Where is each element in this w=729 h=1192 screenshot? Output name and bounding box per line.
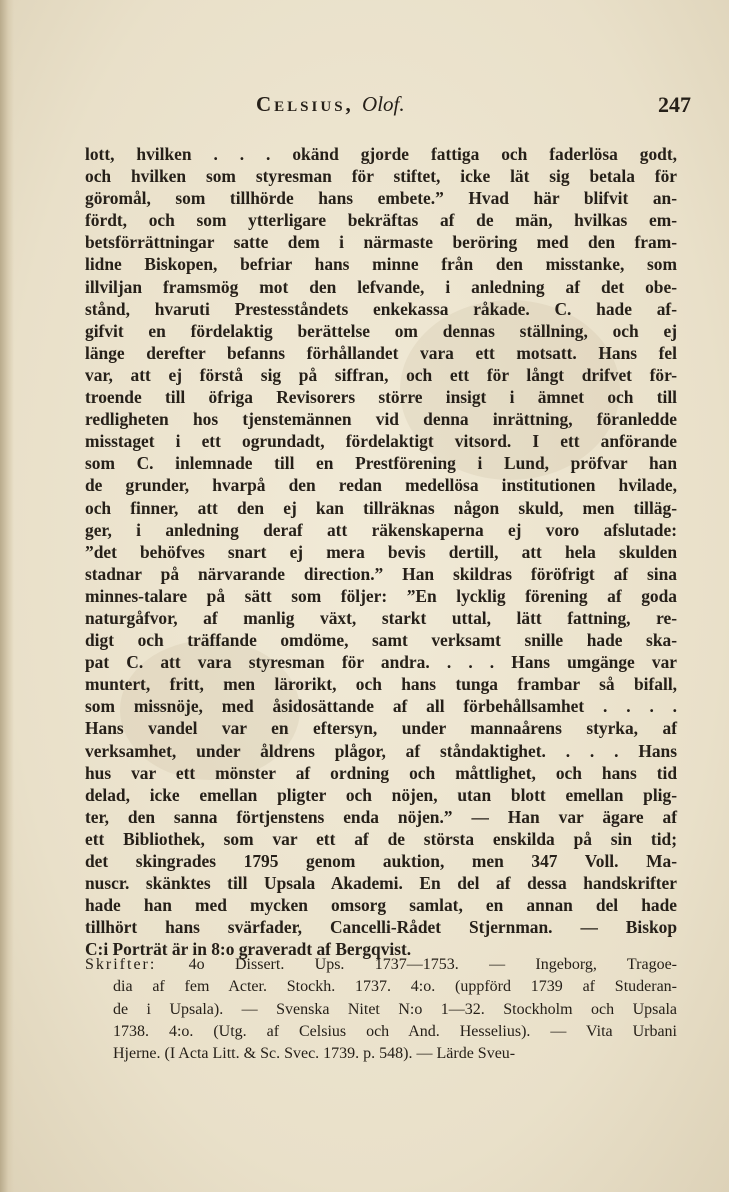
text-line: Hans vandel var en eftersyn, under mannaårens styrka, af xyxy=(85,718,677,739)
text-line: ger, i anledning deraf att räkenskaperna ej voro afslutade: xyxy=(85,519,677,540)
text-line: gifvit en fördelaktig berättelse om dennas ställning, och ej xyxy=(85,320,677,341)
reference-line: de i Upsala). — Svenska Nitet N:o 1—32. Stockholm och Upsala xyxy=(113,1000,677,1018)
running-head-given-name: Olof. xyxy=(362,92,405,116)
text-line: stadnar på närvarande direction.” Han skildras föröfrigt af sina xyxy=(85,563,677,584)
text-line: pat C. att vara styresman för andra. . . . Hans umgänge var xyxy=(85,652,677,673)
text-line: länge derefter befanns förhållandet vara ett motsatt. Hans fel xyxy=(85,342,677,363)
reference-line: Hjerne. (I Acta Litt. & Sc. Svec. 1739. p. 548). — Lärde Sveu- xyxy=(113,1045,516,1063)
text-line: fördt, och som ytterligare bekräftas af de män, hvilkas em- xyxy=(85,210,677,231)
main-text xyxy=(85,143,677,960)
text-line: C:i Porträt är in 8:o graveradt af Bergqvist. xyxy=(85,939,412,960)
text-line: naturgåfvor, af manlig växt, starkt uttal, lätt fattning, re- xyxy=(85,607,677,628)
text-line: göromål, som tillhörde hans embete.” Hvad här blifvit an- xyxy=(85,188,677,209)
text-line: de grunder, hvarpå den redan medellösa institutionen hvilade, xyxy=(85,475,677,496)
text-line: verksamhet, under åldrens plågor, af ståndaktighet. . . . Hans xyxy=(85,740,677,761)
text-line: var, att ej förstå sig på siffran, och ett för långt drifvet för- xyxy=(85,364,677,385)
text-line: muntert, fritt, men lärorikt, och hans tunga frambar så bifall, xyxy=(85,674,677,695)
text-line: lott, hvilken . . . okänd gjorde fattiga och faderlösa godt, xyxy=(85,144,677,164)
reference-line xyxy=(85,954,677,976)
text-line: tillhört hans svärfader, Cancelli-Rådet Stjernman. — Biskop xyxy=(85,917,677,938)
text-line: ter, den sanna förtjenstens enda nöjen.” — Han var ägare af xyxy=(85,806,677,827)
text-line: och finner, att den ej kan tillräknas någon skuld, men tilläg- xyxy=(85,497,677,518)
page-number: 247 xyxy=(658,92,691,117)
reference-line: 1738. 4:o. (Utg. af Celsius och And. Hesselius). — Vita Urbani xyxy=(113,1022,677,1040)
text-line: betsförrättningar satte dem i närmaste beröring med den fram- xyxy=(85,232,677,253)
page-header xyxy=(256,92,691,122)
references-section xyxy=(85,954,677,1065)
text-line: ett Bibliothek, som var ett af de största enskilda på sin tid; xyxy=(85,828,677,849)
page-binding-edge xyxy=(0,0,14,1192)
text-line: troende till öfriga Revisorers större insigt i ämnet och till xyxy=(85,387,677,408)
text-line: minnes-talare på sätt som följer: ”En lycklig förening af goda xyxy=(85,585,677,606)
text-line: och hvilken som styresman för stiftet, icke lät sig betala för xyxy=(85,166,677,187)
text-line: det skingrades 1795 genom auktion, men 347 Voll. Ma- xyxy=(85,851,677,871)
text-line: illviljan framsmög mot den lefvande, i anledning af det obe- xyxy=(85,276,677,297)
text-line: ”det behöfves snart ej mera bevis dertill, att hela skulden xyxy=(85,541,677,562)
text-line: nuscr. skänktes till Upsala Akademi. En del af dessa handskrifter xyxy=(85,873,677,894)
text-line: hade han med mycken omsorg samlat, en annan del hade xyxy=(85,895,677,916)
references-label: Skrifter: xyxy=(85,956,189,973)
text-line: stånd, hvaruti Prestesståndets enkekassa råkade. C. hade af- xyxy=(85,298,677,319)
running-head-surname: Celsius, xyxy=(256,92,354,116)
running-head xyxy=(256,92,405,117)
reference-line: dia af fem Acter. Stockh. 1737. 4:o. (uppförd 1739 af Studeran- xyxy=(113,978,677,996)
text-line: som missnöje, med åsidosättande af all förbehållsamhet . . . . xyxy=(85,696,677,717)
text-line: digt och träffande omdöme, samt verksamt snille hade ska- xyxy=(85,630,677,651)
text-line: lidne Biskopen, befriar hans minne från den misstanke, som xyxy=(85,254,677,275)
text-line: redligheten hos tjenstemännen vid denna inrättning, föranledde xyxy=(85,409,677,430)
text-line: hus var ett mönster af ordning och måttlighet, och hans tid xyxy=(85,762,677,783)
reference-text: 4o Dissert. Ups. 1737—1753. — Ingeborg, Tragoe- xyxy=(188,956,677,973)
text-line: som C. inlemnade till en Prestförening i Lund, pröfvar han xyxy=(85,453,677,474)
text-line: delad, icke emellan pligter och nöjen, utan blott emellan plig- xyxy=(85,784,677,805)
text-line: misstaget i ett ogrundadt, fördelaktigt vitsord. I ett anförande xyxy=(85,431,677,452)
